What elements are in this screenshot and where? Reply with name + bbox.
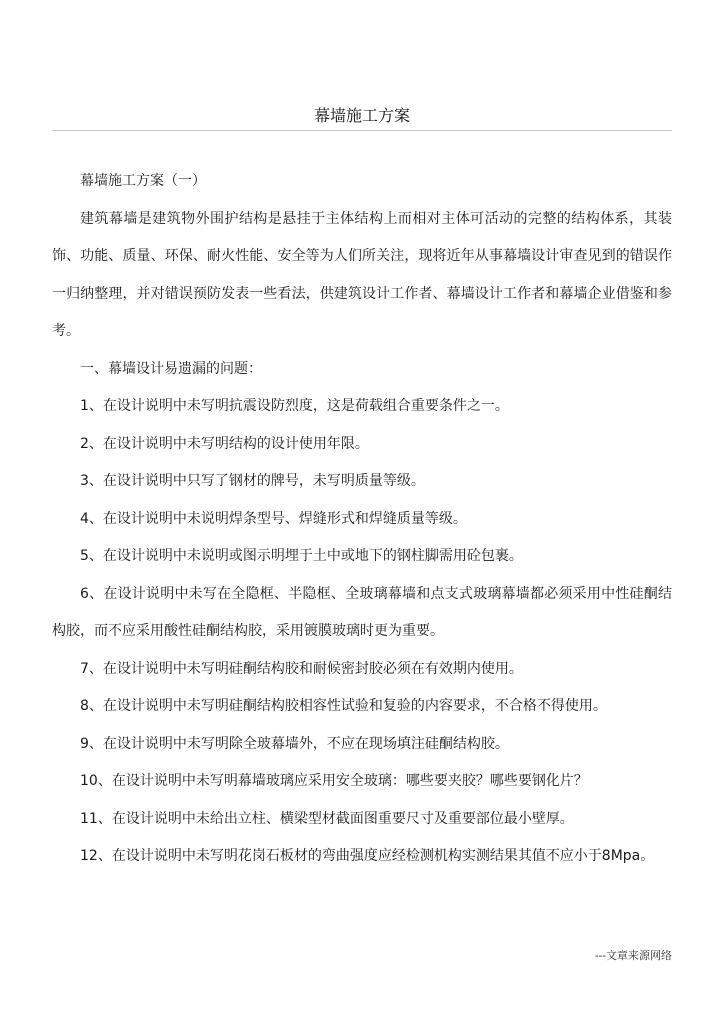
list-item-10: 10、在设计说明中未写明幕墙玻璃应采用安全玻璃：哪些要夹胶？哪些要钢化片？ [80,773,588,789]
list-item-11: 11、在设计说明中未给出立柱、横梁型材截面图重要尺寸及重要部位最小壁厚。 [80,810,574,827]
list-item-6: 6、在设计说明中未写在全隐框、半隐框、全玻璃幕墙和点支式玻璃幕墙都必须采用中性硅酮结构胶，而不应采用酸性硅酮结构胶，采用镀膜玻璃时更为重要。 [52,585,672,639]
list-item-5: 5、在设计说明中未说明或图示明埋于土中或地下的钢柱脚需用砼包裹。 [80,548,523,564]
list-item-4: 4、在设计说明中未说明焊条型号、焊缝形式和焊缝质量等级。 [80,510,467,527]
source-footer: ---文章来源网络 [594,949,672,962]
list-item-12: 12、在设计说明中未写明花岗石板材的弯曲强度应经检测机构实测结果其值不应小于8Mpa。 [80,848,655,864]
paragraph-subtitle: 幕墙施工方案（一） [80,173,206,189]
list-item-7: 7、在设计说明中未写明硅酮结构胶和耐候密封胶必须在有效期内使用。 [80,660,523,677]
title-divider [52,130,672,131]
document-title: 幕墙施工方案 [313,106,410,125]
list-item-8: 8、在设计说明中未写明硅酮结构胶相容性试验和复验的内容要求，不合格不得使用。 [80,698,607,714]
list-item-2: 2、在设计说明中未写明结构的设计使用年限。 [80,435,369,452]
document-body [52,163,672,876]
list-item-1: 1、在设计说明中未写明抗震设防烈度，这是荷载组合重要条件之一。 [80,398,509,414]
paragraph-section-heading: 一、幕墙设计易遗漏的问题： [80,360,262,377]
list-item-3: 3、在设计说明中只写了钢材的牌号，未写明质量等级。 [80,473,425,489]
paragraph-intro: 建筑幕墙是建筑物外围护结构是悬挂于主体结构上而相对主体可活动的完整的结构体系，其装饰、功能、质量、环保、耐火性能、安全等为人们所关注，现将近年从事幕墙设计审查见到的错误作一归纳整理，并对错误预防发表一些看法，供建筑设计工作者、幕墙设计工作者和幕墙企业借鉴和参考。 [52,210,672,339]
list-item-9: 9、在设计说明中未写明除全玻幕墙外，不应在现场填注硅酮结构胶。 [80,735,509,752]
